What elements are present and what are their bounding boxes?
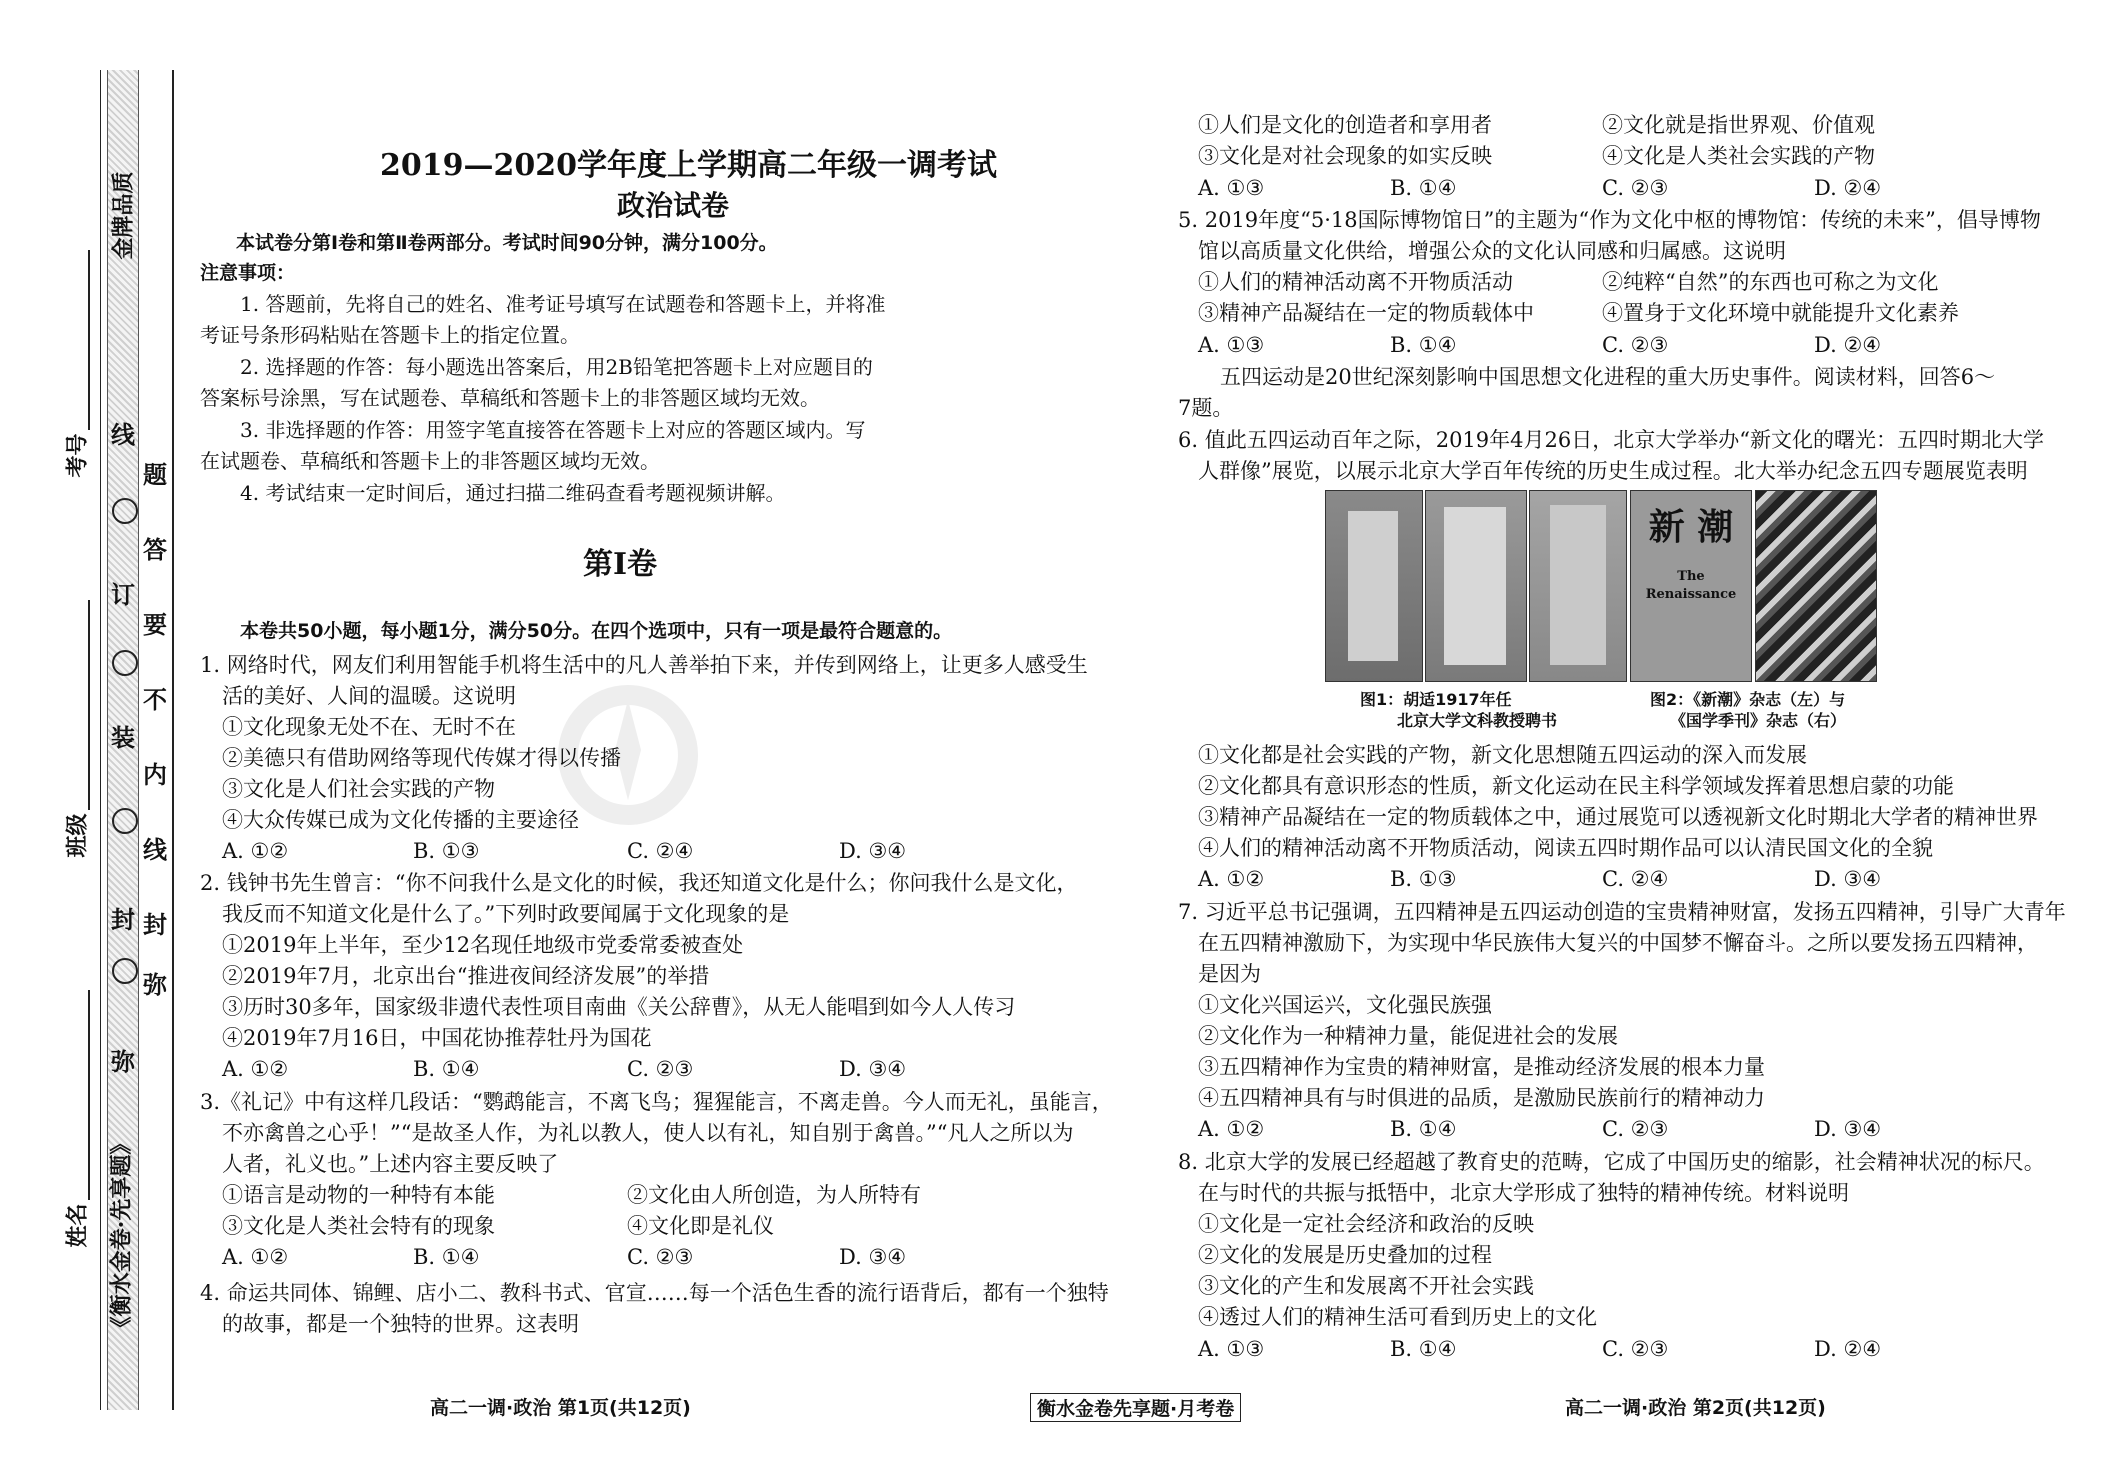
q4-option-b[interactable]: B. ①④ [1390, 176, 1457, 200]
exam-intro: 本试卷分第Ⅰ卷和第Ⅱ卷两部分。考试时间90分钟，满分100分。 [236, 232, 778, 254]
q3-option-d[interactable]: D. ③④ [839, 1245, 907, 1269]
q8-stem: 在与时代的共振与抵牾中，北京大学形成了独特的精神传统。材料说明 [1198, 1181, 1849, 1205]
q8-option-a[interactable]: A. ①③ [1198, 1337, 1265, 1361]
q7-option-a[interactable]: A. ①② [1198, 1117, 1265, 1141]
q3-statement: ①语言是动物的一种特有本能 [222, 1183, 495, 1207]
q5-statement: ④置身于文化环境中就能提升文化素养 [1602, 301, 1959, 325]
q1-statement: ②美德只有借助网络等现代传媒才得以传播 [222, 746, 621, 770]
quality-label: 金牌品质 [110, 171, 137, 260]
note-line: 在试题卷、草稿纸和答题卡上的非答题区域均无效。 [200, 449, 660, 473]
q2-statement: ④2019年7月16日，中国花协推荐牡丹为国花 [222, 1026, 652, 1050]
seal-inner-char: 内 [143, 760, 167, 789]
q5-option-d[interactable]: D. ②④ [1814, 333, 1882, 357]
appointment-letter-photo [1529, 490, 1627, 682]
seal-circle [112, 808, 138, 834]
q1-option-b[interactable]: B. ①③ [413, 839, 480, 863]
q8-option-c[interactable]: C. ②③ [1602, 1337, 1669, 1361]
name-label: 姓名 [64, 1203, 91, 1248]
note-line: 考证号条形码粘贴在答题卡上的指定位置。 [200, 323, 580, 347]
appointment-letter-photo [1425, 490, 1527, 682]
footer-page-right: 高二一调·政治 第2页(共12页) [1565, 1397, 1826, 1419]
q7-option-c[interactable]: C. ②③ [1602, 1117, 1669, 1141]
exam-no-blank[interactable] [88, 250, 90, 430]
q3-option-b[interactable]: B. ①④ [413, 1245, 480, 1269]
q6-statement: ③精神产品凝结在一定的物质载体之中，通过展览可以透视新文化时期北大学者的精神世界 [1198, 805, 2038, 829]
q1-statement: ④大众传媒已成为文化传播的主要途径 [222, 808, 579, 832]
seal-outer-char: 线 [111, 420, 135, 449]
q2-option-d[interactable]: D. ③④ [839, 1057, 907, 1081]
q7-stem: 7. 习近平总书记强调，五四精神是五四运动创造的宝贵精神财富，发扬五四精神，引导广大青年 [1178, 900, 2066, 924]
q8-statement: ④透过人们的精神生活可看到历史上的文化 [1198, 1305, 1597, 1329]
seal-inner-char: 答 [143, 535, 167, 564]
seal-inner-char: 线 [143, 835, 167, 864]
note-line: 1. 答题前，先将自己的姓名、准考证号填写在试题卷和答题卡上，并将准 [240, 292, 886, 316]
q8-stem: 8. 北京大学的发展已经超越了教育史的范畴，它成了中国历史的缩影，社会精神状况的标尺。 [1178, 1150, 2045, 1174]
margin-rule-inner [100, 70, 101, 1410]
q2-stem: 2. 钱钟书先生曾言：“你不问我什么是文化的时候，我还知道文化是什么；你问我什么是文化， [200, 871, 1078, 895]
q6-stem: 6. 值此五四运动百年之际，2019年4月26日，北京大学举办“新文化的曙光：五四时期北大学 [1178, 428, 2044, 452]
q4-statement: ③文化是对社会现象的如实反映 [1198, 144, 1492, 168]
q6-option-c[interactable]: C. ②④ [1602, 867, 1669, 891]
q1-stem: 活的美好、人间的温暖。这说明 [222, 684, 516, 708]
q5-statement: ②纯粹“自然”的东西也可称之为文化 [1602, 270, 1939, 294]
class-blank[interactable] [88, 600, 90, 810]
seal-circle [112, 958, 138, 984]
q6-option-d[interactable]: D. ③④ [1814, 867, 1882, 891]
q5-option-b[interactable]: B. ①④ [1390, 333, 1457, 357]
q7-option-d[interactable]: D. ③④ [1814, 1117, 1882, 1141]
seal-outer-char: 封 [111, 905, 135, 934]
q2-statement: ③历时30多年，国家级非遗代表性项目南曲《关公辞曹》，从无人能唱到如今人人传习 [222, 995, 1016, 1019]
q6-statement: ①文化都是社会实践的产物，新文化思想随五四运动的深入而发展 [1198, 743, 1807, 767]
q5-statement: ③精神产品凝结在一定的物质载体中 [1198, 301, 1534, 325]
seal-circle [112, 498, 138, 524]
q8-statement: ③文化的产生和发展离不开社会实践 [1198, 1274, 1534, 1298]
q6-statement: ②文化都具有意识形态的性质，新文化运动在民主科学领域发挥着思想启蒙的功能 [1198, 774, 1954, 798]
q7-statement: ①文化兴国运兴，文化强民族强 [1198, 993, 1492, 1017]
q1-statement: ③文化是人们社会实践的产物 [222, 777, 495, 801]
figure2-caption: 《国学季刊》杂志（右） [1670, 711, 1847, 730]
q4-statement: ①人们是文化的创造者和享用者 [1198, 113, 1492, 137]
footer-page-left: 高二一调·政治 第1页(共12页) [430, 1397, 691, 1419]
seal-inner-char: 弥 [143, 970, 167, 999]
q6-statement: ④人们的精神活动离不开物质活动，阅读五四时期作品可以认清民国文化的全貌 [1198, 836, 1933, 860]
q1-option-c[interactable]: C. ②④ [627, 839, 694, 863]
q1-option-d[interactable]: D. ③④ [839, 839, 907, 863]
q8-option-b[interactable]: B. ①④ [1390, 1337, 1457, 1361]
seal-inner-char: 封 [143, 910, 167, 939]
q2-option-a[interactable]: A. ①② [222, 1057, 289, 1081]
note-line: 4. 考试结束一定时间后，通过扫描二维码查看考题视频讲解。 [240, 481, 786, 505]
seal-outer-char: 弥 [111, 1047, 135, 1076]
q7-statement: ②文化作为一种精神力量，能促进社会的发展 [1198, 1024, 1618, 1048]
q2-stem: 我反而不知道文化是什么了。”下列时政要闻属于文化现象的是 [222, 902, 790, 926]
q7-stem: 在五四精神激励下，为实现中华民族伟大复兴的中国梦不懈奋斗。之所以要发扬五四精神， [1198, 931, 2038, 955]
q8-statement: ①文化是一定社会经济和政治的反映 [1198, 1212, 1534, 1236]
binding-margin [0, 0, 180, 1473]
q3-option-c[interactable]: C. ②③ [627, 1245, 694, 1269]
q4-stem: 的故事，都是一个独特的世界。这表明 [222, 1312, 579, 1336]
q6-stem: 人群像”展览，以展示北京大学百年传统的历史生成过程。北大举办纪念五四专题展览表明 [1198, 459, 2028, 483]
figure2-caption: 图2：《新潮》杂志（左）与 [1650, 690, 1846, 709]
q2-statement: ②2019年7月，北京出台“推进夜间经济发展”的举措 [222, 964, 710, 988]
q3-option-a[interactable]: A. ①② [222, 1245, 289, 1269]
figure1-caption: 图1：胡适1917年任 [1360, 690, 1512, 709]
seal-inner-char: 要 [143, 610, 167, 639]
margin-rule [172, 70, 174, 1410]
section-intro: 本卷共50小题，每小题1分，满分50分。在四个选项中，只有一项是最符合题意的。 [240, 620, 953, 642]
seal-circle [112, 650, 138, 676]
q4-option-c[interactable]: C. ②③ [1602, 176, 1669, 200]
footer-brand: 衡水金卷先享题·月考卷 [1030, 1393, 1241, 1422]
q1-stem: 1. 网络时代，网友们利用智能手机将生活中的凡人善举拍下来，并传到网络上，让更多人感受生 [200, 653, 1088, 677]
seal-inner-char: 题 [143, 460, 167, 489]
q4-statement: ②文化就是指世界观、价值观 [1602, 113, 1875, 137]
q7-option-b[interactable]: B. ①④ [1390, 1117, 1457, 1141]
note-line: 答案标号涂黑，写在试题卷、草稿纸和答题卡上的非答题区域均无效。 [200, 386, 820, 410]
notes-title: 注意事项： [200, 262, 296, 284]
q6-option-b[interactable]: B. ①③ [1390, 867, 1457, 891]
name-blank[interactable] [88, 990, 90, 1200]
q3-statement: ②文化由人所创造，为人所特有 [627, 1183, 921, 1207]
q3-statement: ④文化即是礼仪 [627, 1214, 774, 1238]
q7-stem: 是因为 [1198, 962, 1261, 986]
q4-option-a[interactable]: A. ①③ [1198, 176, 1265, 200]
q7-statement: ④五四精神具有与时俱进的品质，是激励民族前行的精神动力 [1198, 1086, 1765, 1110]
q7-statement: ③五四精神作为宝贵的精神财富，是推动经济发展的根本力量 [1198, 1055, 1765, 1079]
xinchao-magazine-photo [1630, 490, 1752, 682]
q5-stem: 馆以高质量文化供给，增强公众的文化认同感和归属感。这说明 [1198, 239, 1786, 263]
q5-option-a[interactable]: A. ①③ [1198, 333, 1265, 357]
note-line: 2. 选择题的作答：每小题选出答案后，用2B铅笔把答题卡上对应题目的 [240, 355, 873, 379]
q5-stem: 5. 2019年度“5·18国际博物馆日”的主题为“作为文化中枢的博物馆：传统的未来”，倡导博物 [1178, 208, 2041, 232]
q4-option-d[interactable]: D. ②④ [1814, 176, 1882, 200]
q2-option-b[interactable]: B. ①④ [413, 1057, 480, 1081]
q2-option-c[interactable]: C. ②③ [627, 1057, 694, 1081]
q1-option-a[interactable]: A. ①② [222, 839, 289, 863]
magazine-title: 新 潮 [1648, 506, 1734, 548]
q2-statement: ①2019年上半年，至少12名现任地级市党委常委被查处 [222, 933, 744, 957]
q1-statement: ①文化现象无处不在、无时不在 [222, 715, 516, 739]
q5-statement: ①人们的精神活动离不开物质活动 [1198, 270, 1513, 294]
seal-inner-char: 不 [143, 685, 167, 714]
q8-option-d[interactable]: D. ②④ [1814, 1337, 1882, 1361]
q6-option-a[interactable]: A. ①② [1198, 867, 1265, 891]
q3-stem: 人者，礼义也。”上述内容主要反映了 [222, 1152, 559, 1176]
q3-stem: 3.《礼记》中有这样几段话：“鹦鹉能言，不离飞鸟；猩猩能言，不离走兽。今人而无礼，虽能言， [200, 1090, 1113, 1114]
material-intro: 五四运动是20世纪深刻影响中国思想文化进程的重大历史事件。阅读材料，回答6～ [1220, 365, 1996, 389]
series-label: 《衡水金卷·先享题》 [108, 1132, 135, 1339]
seal-outer-char: 订 [111, 580, 135, 609]
note-line: 3. 非选择题的作答：用签字笔直接答在答题卡上对应的答题区域内。写 [240, 418, 866, 442]
guoxue-journal-photo [1755, 490, 1877, 682]
magazine-en-title: The [1677, 569, 1705, 584]
section-title: 第Ⅰ卷 [583, 547, 658, 582]
class-label: 班级 [64, 813, 91, 858]
exam-no-label: 考号 [64, 433, 91, 478]
q5-option-c[interactable]: C. ②③ [1602, 333, 1669, 357]
figure1-caption: 北京大学文科教授聘书 [1397, 711, 1558, 730]
q4-stem: 4. 命运共同体、锦鲤、店小二、教科书式、官宣……每一个活色生香的流行语背后，都有一个独特 [200, 1281, 1109, 1305]
q4-statement: ④文化是人类社会实践的产物 [1602, 144, 1875, 168]
magazine-en-title: Renaissance [1645, 587, 1737, 602]
q3-stem: 不亦禽兽之心乎！”“是故圣人作，为礼以教人，使人以有礼，知自别于禽兽。”“凡人之所以为 [222, 1121, 1074, 1145]
q8-statement: ②文化的发展是历史叠加的过程 [1198, 1243, 1492, 1267]
q3-statement: ③文化是人类社会特有的现象 [222, 1214, 495, 1238]
appointment-letter-photo [1325, 490, 1423, 682]
seal-outer-char: 装 [111, 723, 135, 752]
exhibition-figure [1325, 490, 1885, 730]
exam-title: 2019—2020学年度上学期高二年级一调考试 [380, 148, 997, 183]
material-intro: 7题。 [1178, 396, 1234, 420]
subject-title: 政治试卷 [617, 189, 730, 222]
